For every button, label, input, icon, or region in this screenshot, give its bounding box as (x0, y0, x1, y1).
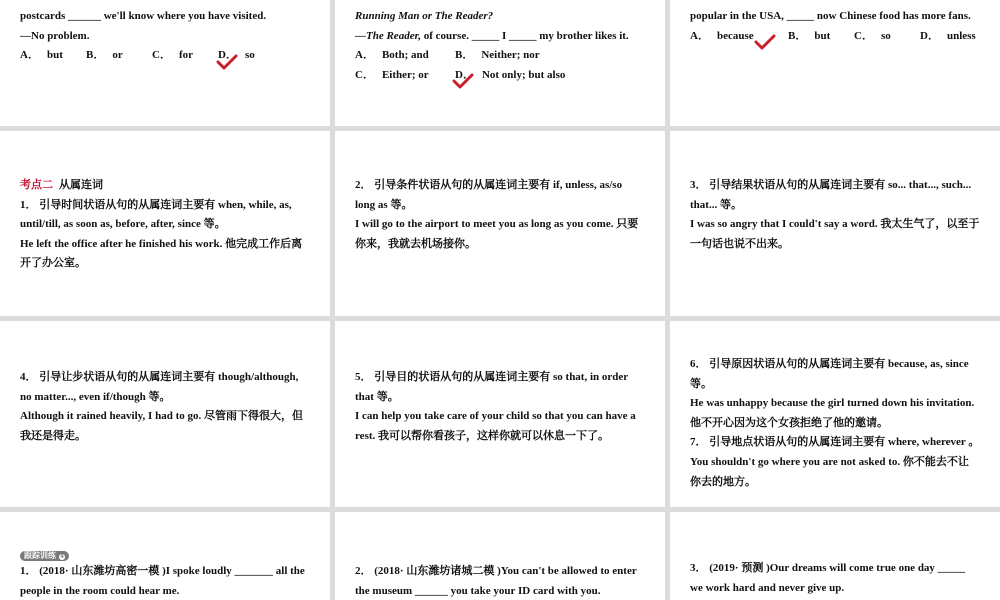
rule-text: 4． 引导让步状语从句的从属连词主要有 though/although, (20, 371, 299, 383)
slide-9[interactable] (670, 321, 1000, 507)
section-heading: 考点二 从属连词 (20, 179, 103, 191)
slide-5[interactable] (335, 131, 665, 316)
answer-text: —The Reader, of course. _____ I _____ my brother likes it. (355, 29, 629, 42)
question-text: 3． (2019· 预测 )Our dreams will come true one day _____ (690, 562, 966, 574)
section-label: 考点二 (20, 179, 53, 191)
slide-3[interactable] (670, 0, 1000, 126)
option-b: B． Neither; nor (455, 49, 540, 62)
options-row (690, 27, 980, 47)
example-text: He was unhappy because the girl turned down his invitation. (690, 397, 975, 410)
question-text: people in the room could hear me. (20, 584, 180, 597)
options-row (20, 46, 310, 66)
option-c: C． for (152, 49, 193, 62)
slide-4[interactable] (0, 131, 330, 316)
example-text: 你去的地方。 (690, 475, 756, 488)
question-text: we work hard and never give up. (690, 581, 845, 594)
question-text: the museum ______ you take your ID card with you. (355, 584, 601, 597)
slide-7[interactable] (0, 321, 330, 507)
answer-text: —No problem. (20, 29, 90, 42)
option-d: D． so (218, 49, 255, 62)
example-text: 他不开心因为这个女孩拒绝了他的邀请。 (690, 416, 888, 429)
option-c: C． so (854, 29, 891, 42)
question-text: 2． (2018· 山东潍坊诸城二模 )You can't be allowed to enter (355, 565, 637, 577)
rule-text: until/till, as soon as, before, after, since 等。 (20, 218, 226, 231)
check-mark-icon (216, 54, 238, 70)
rule-text: that 等。 (355, 390, 399, 403)
question-text: postcards ______ we'll know where you have visited. (20, 10, 267, 22)
question-text: Running Man or The Reader? (355, 10, 494, 22)
rule-text: 1． 引导时间状语从句的从属连词主要有 when, while, as, (20, 198, 292, 211)
option-a: A． because (690, 29, 754, 42)
slide-10[interactable] (0, 512, 330, 600)
practice-badge: 跟踪训练 4 (20, 546, 310, 562)
rule-text: 3． 引导结果状语从句的从属连词主要有 so... that..., such... (690, 179, 972, 191)
example-text: rest. 我可以帮你看孩子，这样你就可以休息一下了。 (355, 429, 610, 442)
slide-8[interactable] (335, 321, 665, 507)
example-text: I will go to the airport to meet you as long as you come. 只要 (355, 218, 639, 231)
option-d: D． unless (920, 29, 976, 42)
options-row-1 (355, 46, 645, 66)
rule-text: 6． 引导原因状语从句的从属连词主要有 because, as, since (690, 358, 969, 370)
slide-1[interactable] (0, 0, 330, 126)
rule-text: long as 等。 (355, 198, 413, 211)
option-a: A． Both; and (355, 49, 429, 62)
rule-text: 2． 引导条件状语从句的从属连词主要有 if, unless, as/so (355, 179, 623, 191)
example-text: He left the office after he finished his work. 他完成工作后离 (20, 237, 303, 250)
option-c: C． Either; or (355, 68, 429, 81)
example-text: 我还是得走。 (20, 429, 86, 442)
rule-text: 等。 (690, 377, 712, 390)
option-b: B． but (788, 29, 831, 42)
question-text: popular in the USA, _____ now Chinese food has more fans. (690, 10, 971, 22)
question-text: 1． (2018· 山东潍坊高密一模 )I spoke loudly _______ all the (20, 565, 305, 577)
options-row-2 (355, 66, 645, 86)
check-mark-icon (452, 73, 474, 89)
slide-11[interactable] (335, 512, 665, 600)
example-text: I was so angry that I could't say a word. 我太生气了，以至于 (690, 218, 980, 231)
example-text: Although it rained heavily, I had to go. 尽管雨下得很大，但 (20, 410, 303, 423)
option-d: D． Not only; but also (455, 68, 566, 81)
rule-text: 5． 引导目的状语从句的从属连词主要有 so that, in order (355, 371, 629, 383)
example-text: 开了办公室。 (20, 257, 86, 270)
rule-text: that... 等。 (690, 198, 742, 211)
option-b: B． or (86, 49, 123, 62)
rule-text: no matter..., even if/though 等。 (20, 390, 171, 403)
slide-12[interactable] (670, 512, 1000, 600)
slide-6[interactable] (670, 131, 1000, 316)
example-text: 一句话也说不出来。 (690, 237, 789, 250)
slide-2[interactable] (335, 0, 665, 126)
example-text: 你来，我就去机场接你。 (355, 237, 476, 250)
option-a: A． but (20, 49, 63, 62)
check-mark-icon (754, 34, 776, 50)
rule-text: 7． 引导地点状语从句的从属连词主要有 where, wherever 。 (690, 436, 980, 449)
example-text: You shouldn't go where you are not asked to. 你不能去不让 (690, 455, 969, 468)
example-text: I can help you take care of your child so that you can have a (355, 410, 636, 423)
